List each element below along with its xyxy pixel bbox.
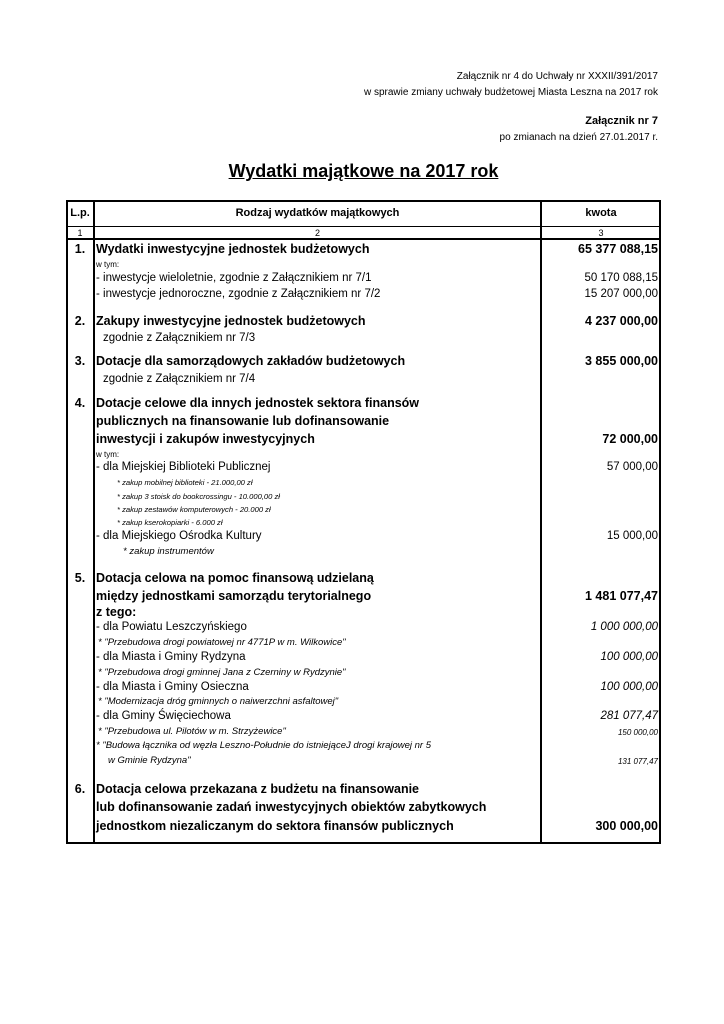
row-amount: 72 000,00 [602,432,658,446]
row-title-line2: publicznych na finansowanie lub dofinansowanie [96,414,390,428]
sub-amount: 50 170 088,15 [584,272,658,284]
row-title: Zakupy inwestycyjne jednostek budżetowych [96,314,366,328]
annex-date: po zmianach na dzień 27.01.2017 r. [499,132,658,143]
sub-item: - dla Gminy Święciechowa [96,710,231,722]
row-lp: 1. [74,242,86,256]
row-amount: 300 000,00 [595,819,658,833]
row-note: zgodnie z Załącznikiem nr 7/3 [103,332,256,344]
col-desc-header: Rodzaj wydatków majątkowych [235,207,400,219]
row-amount: 3 855 000,00 [585,354,658,368]
row-lp: 4. [74,396,86,410]
row-lp: 6. [74,782,86,796]
row-title-line3: jednostkom niezaliczanym do sektora finansów publicznych [96,819,454,833]
sub-item: - inwestycje jednoroczne, zgodnie z Załącznikiem nr 7/2 [96,288,381,300]
row-lp: 5. [74,571,86,585]
page-title: Wydatki majątkowe na 2017 rok [228,161,499,181]
sub-amount: 100 000,00 [600,651,658,663]
column-divider-lp [93,200,95,844]
row-title-line1: Dotacja celowa przekazana z budżetu na finansowanie [96,782,419,796]
detail-item: * zakup instrumentów [123,546,214,557]
sub-item: - dla Miejskiej Biblioteki Publicznej [96,461,271,473]
row-title: Dotacje dla samorządowych zakładów budżetowych [96,354,406,368]
sub-amount: 15 207 000,00 [584,288,658,300]
sub-item: - dla Miejskiego Ośrodka Kultury [96,530,262,542]
col-num-2: 2 [314,228,320,238]
column-divider-amount [540,200,542,844]
sub-amount: 100 000,00 [600,681,658,693]
annex-label: Załącznik nr 7 [585,115,658,127]
row-title-line3: inwestycji i zakupów inwestycyjnych [96,432,315,446]
col-num-3: 3 [598,228,604,238]
sub-item: - dla Powiatu Leszczyńskiego [96,621,247,633]
sub-amount: 57 000,00 [606,461,658,473]
row-title-line1: Dotacja celowa na pomoc finansową udzielaną [96,571,374,585]
row-lp: 2. [74,314,86,328]
col-amount-header: kwota [585,207,617,219]
detail-item: * "Budowa łącznika od węzła Leszno-Południe do istniejąceJ drogi krajowej nr 5 [96,740,432,751]
sub-item: - inwestycje wieloletnie, zgodnie z Załącznikiem nr 7/1 [96,272,372,284]
row-note: zgodnie z Załącznikiem nr 7/4 [103,373,256,385]
detail-item: * zakup zestawów komputerowych - 20.000 zł [117,505,271,514]
detail-item: * zakup kserokopiarki - 6.000 zł [117,518,223,527]
detail-item: * "Przebudowa drogi powiatowej nr 4771P w m. Wilkowice" [98,637,346,648]
detail-amount: 131 077,47 [617,757,658,766]
detail-item: * "Przebudowa drogi gminnej Jana z Czerniny w Rydzynie" [98,667,346,678]
row-wtym: w tym: [96,260,120,269]
col-num-1: 1 [77,228,83,238]
detail-item: * "Modernizacja dróg gminnych o naiwerzchni asfaltowej" [98,696,339,707]
detail-amount: 150 000,00 [617,728,658,737]
row-title-line2: między jednostkami samorządu terytorialnego [96,589,372,603]
detail-item: * zakup 3 stoisk do bookcrossingu - 10.000,00 zł [117,492,280,501]
sub-item: - dla Miasta i Gminy Rydzyna [96,651,246,663]
row-amount: 1 481 077,47 [585,589,658,603]
header-line2: w sprawie zmiany uchwały budżetowej Miasta Leszna na 2017 rok [363,87,658,98]
row-amount: 4 237 000,00 [585,314,658,328]
row-title-line2: lub dofinansowanie zadań inwestycyjnych obiektów zabytkowych [96,800,487,814]
row-title: Wydatki inwestycyjne jednostek budżetowych [96,242,370,256]
header-row-divider [66,226,661,227]
sub-amount: 15 000,00 [606,530,658,542]
row-lp: 3. [74,354,86,368]
col-lp-header: L.p. [70,207,90,219]
detail-item: * "Przebudowa ul. Pilotów w m. Strzyżewice" [98,726,286,737]
sub-amount: 281 077,47 [600,710,658,722]
row-wtym: w tym: [96,450,120,459]
row-title-line1: Dotacje celowe dla innych jednostek sektora finansów [96,396,420,410]
detail-item: * zakup mobilnej biblioteki - 21.000,00 zł [117,478,253,487]
detail-item: w Gminie Rydzyna" [108,755,191,766]
row-amount: 65 377 088,15 [578,242,658,256]
number-row-divider [66,238,661,240]
sub-amount: 1 000 000,00 [590,621,658,633]
row-ztego: z tego: [96,605,137,619]
sub-item: - dla Miasta i Gminy Osieczna [96,681,249,693]
header-line1: Załącznik nr 4 do Uchwały nr XXXII/391/2017 [456,71,658,82]
